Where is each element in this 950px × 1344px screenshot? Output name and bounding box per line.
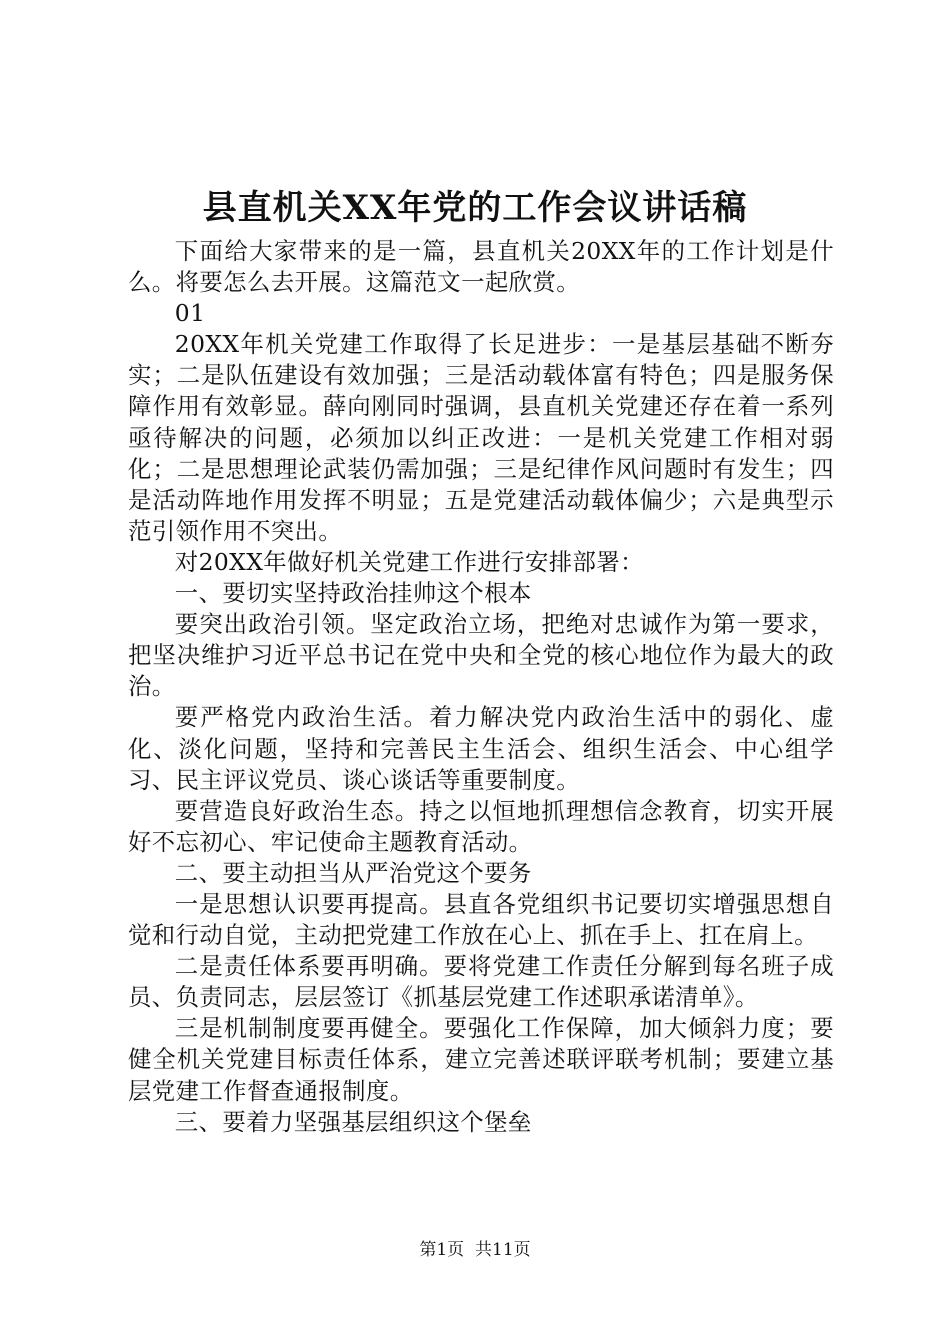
document-title: 县直机关XX年党的工作会议讲话稿 xyxy=(202,188,748,228)
paragraph: 要严格党内政治生活。着力解决党内政治生活中的弱化、虚化、淡化问题，坚持和完善民主生活会、组织生活会、中心组学习、民主评议党员、谈心谈话等重要制度。 xyxy=(128,703,834,794)
paragraph: 要突出政治引领。坚定政治立场，把绝对忠诚作为第一要求，把坚决维护习近平总书记在党中央和全党的核心地位作为最大的政治。 xyxy=(128,610,834,701)
section-heading: 一、要切实坚持政治挂帅这个根本 xyxy=(174,579,532,608)
paragraph: 20XX年机关党建工作取得了长足进步：一是基层基础不断夯实；二是队伍建设有效加强；三是活动载体富有特色；四是服务保障作用有效彰显。薛向刚同时强调，县直机关党建还存在着一系列亟待解决的问题，必须加以纠正改进：一是机关党建工作相对弱化；二是思想理论武装仍需加强；三是纪律作风问题时有发生；四是活动阵地作用发挥不明显；五是党建活动载体偏少；六是典型示范引领作用不突出。 xyxy=(128,330,834,545)
paragraph: 要营造良好政治生态。持之以恒地抓理想信念教育，切实开展好不忘初心、牢记使命主题教育活动。 xyxy=(128,796,834,856)
paragraph: 一是思想认识要再提高。县直各党组织书记要切实增强思想自觉和行动自觉，主动把党建工作放在心上、抓在手上、扛在肩上。 xyxy=(128,889,834,950)
paragraph: 三是机制制度要再健全。要强化工作保障，加大倾斜力度；要健全机关党建目标责任体系，建立完善述联评联考机制；要建立基层党建工作督查通报制度。 xyxy=(128,1014,834,1105)
paragraph: 对20XX年做好机关党建工作进行安排部署： xyxy=(174,547,644,576)
section-heading: 二、要主动担当从严治党这个要务 xyxy=(174,858,532,887)
paragraph: 二是责任体系要再明确。要将党建工作责任分解到每名班子成员、负责同志，层层签订《抓基层党建工作述职承诺清单》。 xyxy=(128,952,834,1012)
page-total: 共11页 xyxy=(475,1240,531,1260)
paragraph: 01 xyxy=(174,299,206,328)
section-heading: 三、要着力坚强基层组织这个堡垒 xyxy=(174,1107,532,1136)
document-body xyxy=(128,236,834,1138)
page-number: 第1页 xyxy=(419,1240,465,1260)
paragraph: 下面给大家带来的是一篇，县直机关20XX年的工作计划是什么。将要怎么去开展。这篇范文一起欣赏。 xyxy=(128,237,834,297)
page-footer xyxy=(0,1238,950,1262)
footer-separator xyxy=(464,1240,475,1260)
